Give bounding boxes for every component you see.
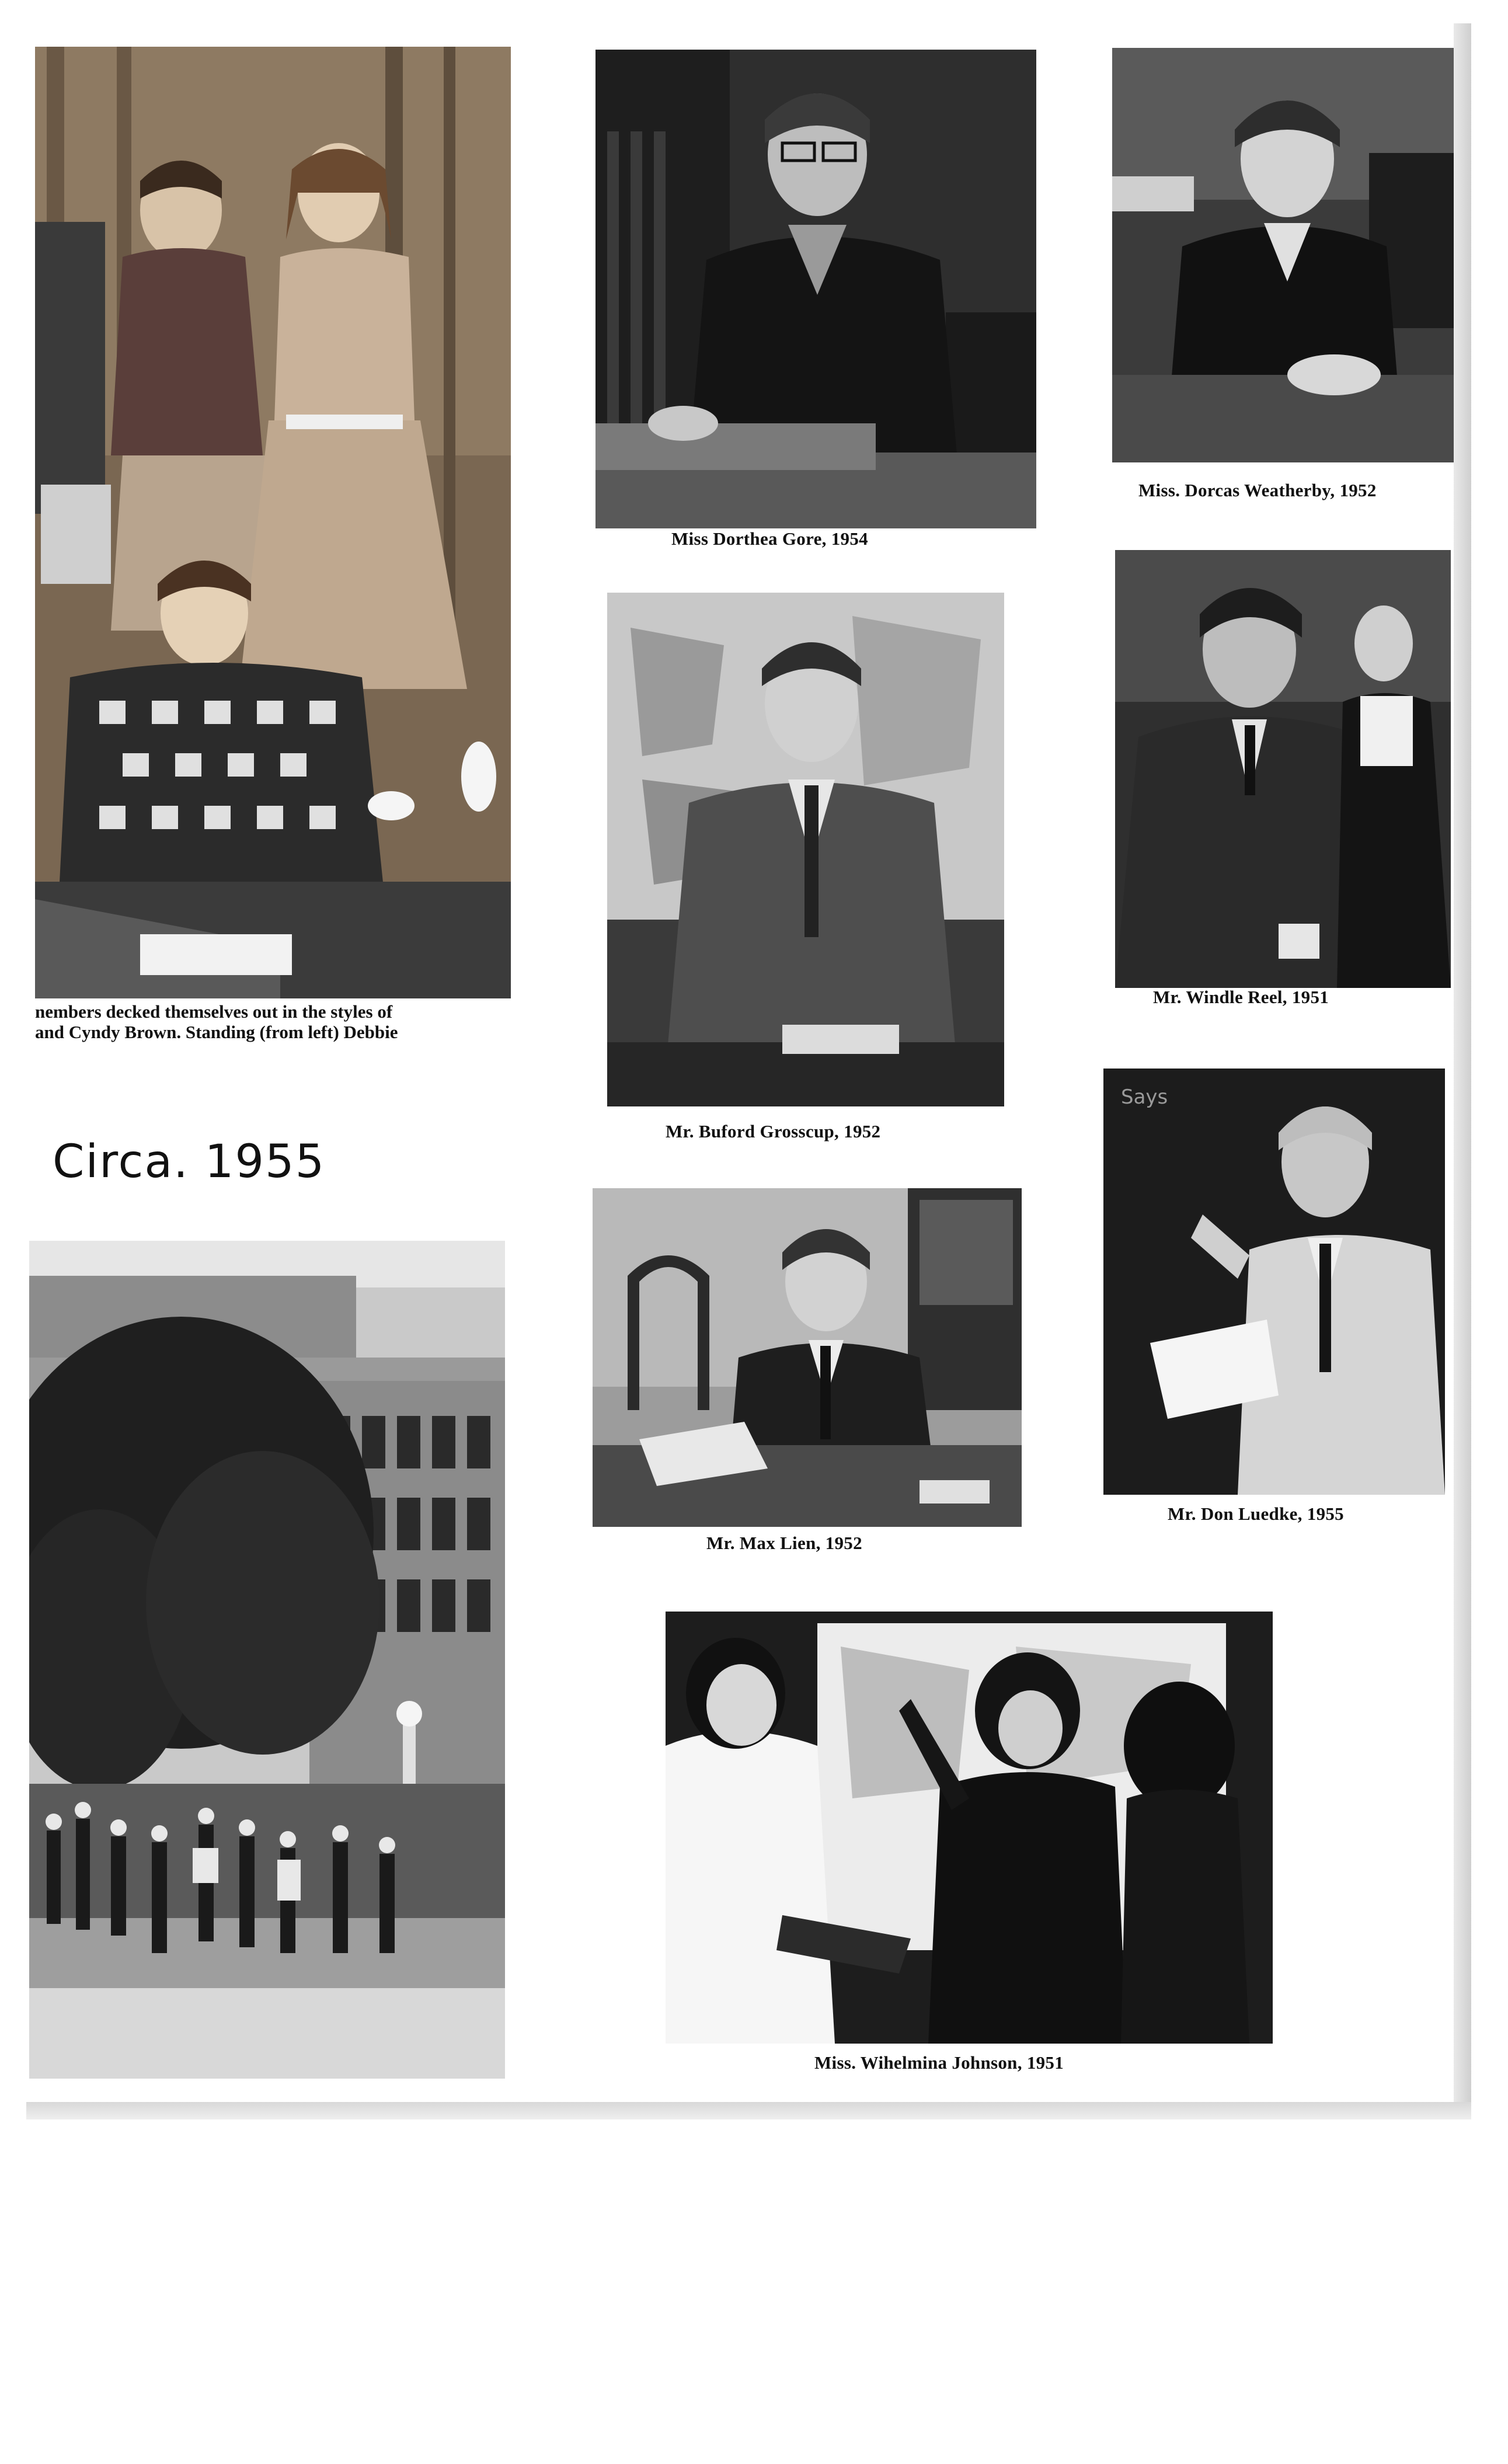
- lien-caption: Mr. Max Lien, 1952: [706, 1533, 862, 1553]
- johnson-caption: Miss. Wihelmina Johnson, 1951: [814, 2052, 1064, 2073]
- school-building-photo: [29, 1241, 505, 2079]
- reel-portrait: [1115, 550, 1451, 988]
- luedke-portrait: [1103, 1069, 1445, 1495]
- section-heading: Circa. 1955: [53, 1136, 326, 1188]
- johnson-photo: [666, 1612, 1273, 2044]
- weatherby-portrait: [1112, 48, 1454, 462]
- weatherby-caption: Miss. Dorcas Weatherby, 1952: [1138, 480, 1377, 500]
- page-bottom-shadow: [26, 2102, 1471, 2120]
- students-caption-line2: and Cyndy Brown. Standing (from left) Debbie: [35, 1022, 398, 1042]
- gore-caption: Miss Dorthea Gore, 1954: [671, 528, 868, 549]
- students-caption-line1: nembers decked themselves out in the styles of: [35, 1001, 393, 1022]
- svg-text:Says: Says: [1121, 1085, 1168, 1109]
- luedke-caption: Mr. Don Luedke, 1955: [1168, 1504, 1344, 1524]
- reel-caption: Mr. Windle Reel, 1951: [1153, 987, 1329, 1007]
- gore-portrait: [595, 50, 1036, 528]
- grosscup-portrait: [607, 593, 1004, 1106]
- lien-portrait: [593, 1188, 1022, 1527]
- page-edge-shadow: [1454, 23, 1471, 2114]
- grosscup-caption: Mr. Buford Grosscup, 1952: [666, 1121, 881, 1141]
- students-style-photo: [35, 47, 511, 998]
